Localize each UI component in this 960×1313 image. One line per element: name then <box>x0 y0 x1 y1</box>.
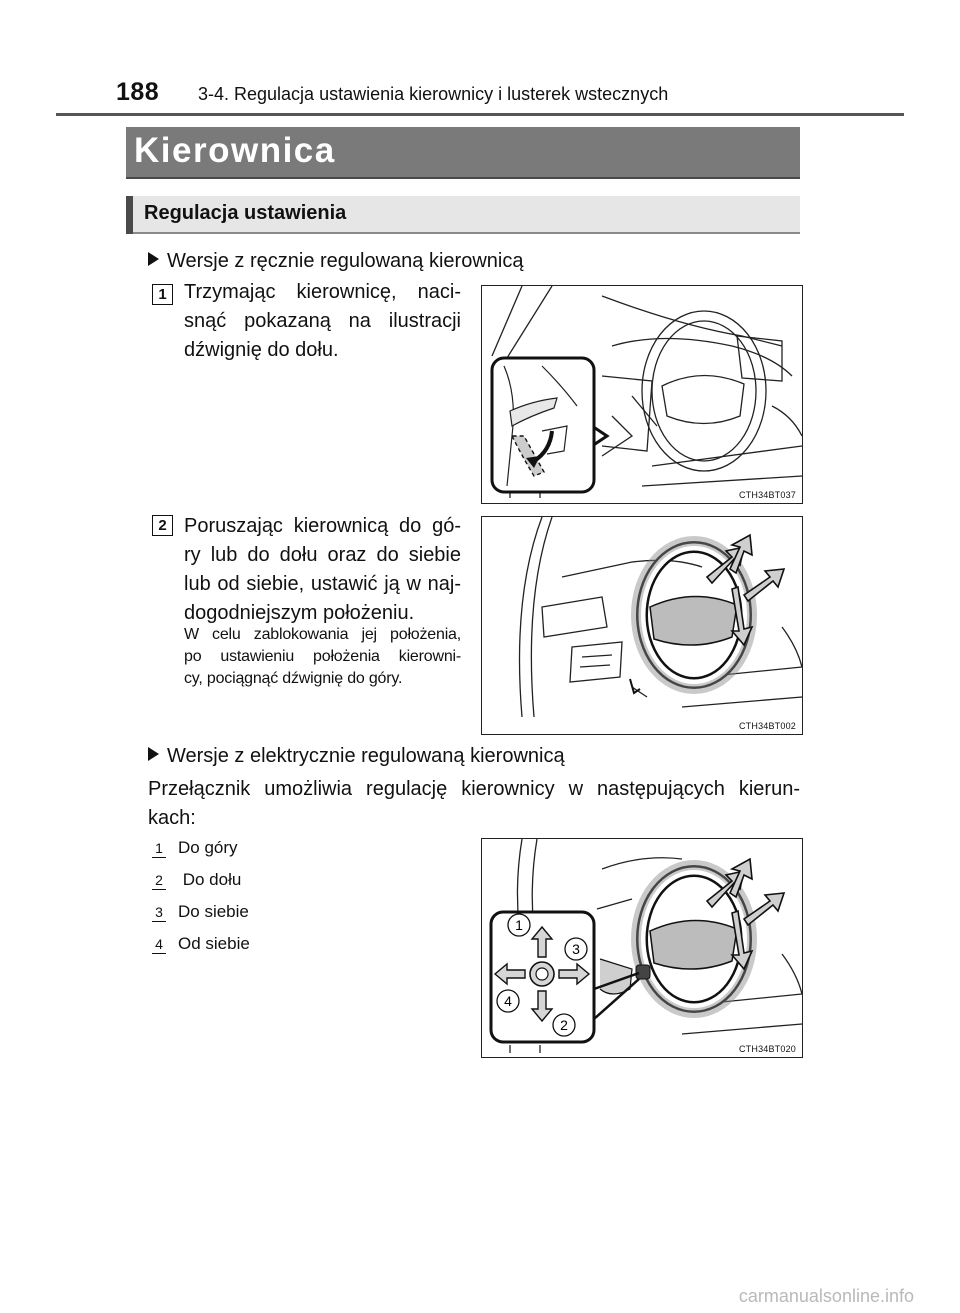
note-line-3: cy, pociągnąć dźwignię do góry. <box>184 670 403 687</box>
bullet-manual <box>148 250 523 273</box>
callout-1: 1 <box>515 917 523 933</box>
step-1-line-2: snąć pokazaną na ilustracji <box>184 310 461 332</box>
direction-number: 4 <box>152 936 166 954</box>
electric-switch-illustration <box>482 839 802 1057</box>
step-number-1: 1 <box>152 284 173 305</box>
figure-electric-switch <box>481 838 803 1058</box>
note-line-1: W celu zablokowania jej położenia, <box>184 626 461 643</box>
direction-label: Do góry <box>178 838 238 857</box>
step-1-line-1: Trzymając kierownicę, naci- <box>184 281 461 303</box>
steering-adjust-illustration <box>482 517 802 734</box>
step-1-line-3: dźwignię do dołu. <box>184 339 339 361</box>
figure-wheel-adjust <box>481 516 803 735</box>
direction-item-1 <box>152 838 238 858</box>
direction-number: 3 <box>152 904 166 922</box>
bullet-triangle-icon <box>148 747 159 761</box>
figure-lever-release <box>481 285 803 504</box>
section-banner <box>126 127 800 179</box>
note-line-2: po ustawieniu położenia kierowni- <box>184 648 461 665</box>
page-number: 188 <box>116 78 160 106</box>
header-rule <box>56 113 904 116</box>
step-1-text <box>184 278 461 365</box>
step-2-text <box>184 512 461 628</box>
direction-item-2 <box>152 870 241 890</box>
steering-lever-illustration <box>482 286 802 503</box>
subsection-bar <box>126 196 133 234</box>
figure-code-3: CTH34BT020 <box>738 1044 796 1054</box>
paragraph-line-2: kach: <box>148 807 196 829</box>
direction-label: Do siebie <box>178 902 249 921</box>
watermark: carmanualsonline.info <box>738 1286 914 1306</box>
subsection-title: Regulacja ustawienia <box>144 202 347 224</box>
step-2-line-2: ry lub do dołu oraz do siebie <box>184 544 461 566</box>
step-2-note <box>184 624 461 690</box>
figure-code-2: CTH34BT002 <box>738 721 796 731</box>
step-2-line-3: lub od siebie, ustawić ją w naj- <box>184 573 461 595</box>
bullet-triangle-icon <box>148 252 159 266</box>
direction-label: Od siebie <box>178 934 250 953</box>
direction-number: 2 <box>152 872 166 890</box>
section-title: Kierownica <box>134 131 336 170</box>
step-2-line-1: Poruszając kierownicą do gó- <box>184 515 461 537</box>
bullet-electric-text: Wersje z elektrycznie regulowaną kierownicą <box>167 745 565 767</box>
running-head: 3-4. Regulacja ustawienia kierownicy i lusterek wstecznych <box>198 84 669 104</box>
electric-paragraph <box>148 775 800 833</box>
direction-number: 1 <box>152 840 166 858</box>
bullet-electric <box>148 745 565 768</box>
direction-item-4 <box>152 934 250 954</box>
direction-label: Do dołu <box>178 870 242 889</box>
step-number-2: 2 <box>152 515 173 536</box>
callout-4: 4 <box>504 993 512 1009</box>
figure-code-1: CTH34BT037 <box>738 490 796 500</box>
bullet-manual-text: Wersje z ręcznie regulowaną kierownicą <box>167 250 524 272</box>
subsection-banner <box>126 196 800 234</box>
callout-3: 3 <box>572 941 580 957</box>
step-2-line-4: dogodniejszym położeniu. <box>184 602 415 624</box>
callout-2: 2 <box>560 1017 568 1033</box>
paragraph-line-1: Przełącznik umożliwia regulację kierownicy w następujących kierun- <box>148 778 800 800</box>
direction-item-3 <box>152 902 249 922</box>
